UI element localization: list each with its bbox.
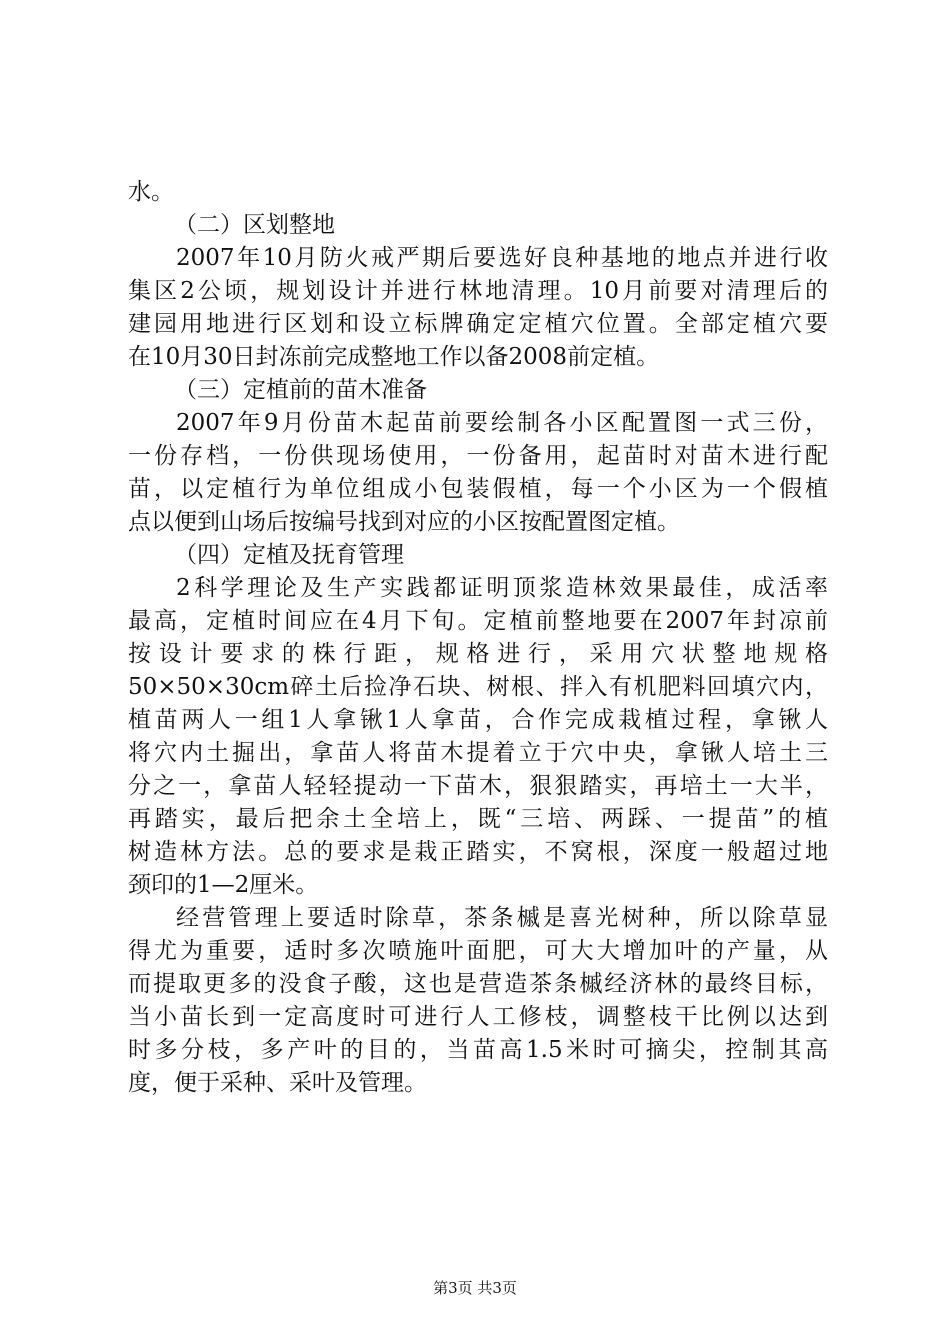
- text-line: 点以便到山场后按编号找到对应的小区按配置图定植。: [128, 509, 680, 535]
- text-line: 得尤为重要，适时多次喷施叶面肥，可大大增加叶的产量，从: [128, 938, 828, 964]
- text-line: 植苗两人一组1人拿锹1人拿苗，合作完成栽植过程，拿锹人: [128, 707, 828, 733]
- text-line: 苗，以定植行为单位组成小包装假植，每一个小区为一个假植: [128, 476, 828, 502]
- section-heading: （二）区划整地: [174, 212, 335, 238]
- text-line: 2007年9月份苗木起苗前要绘制各小区配置图一式三份，: [176, 410, 828, 436]
- text-line: 将穴内土掘出，拿苗人将苗木提着立于穴中央，拿锹人培土三: [128, 740, 828, 766]
- text-line: 最高，定植时间应在4月下旬。定植前整地要在2007年封凉前: [128, 608, 828, 634]
- text-line: 颈印的1—2厘米。: [128, 872, 319, 898]
- text-line: 当小苗长到一定高度时可进行人工修枝，调整枝干比例以达到: [128, 1004, 828, 1030]
- page-footer: 第3页 共3页: [433, 1279, 517, 1297]
- section-heading: （三）定植前的苗木准备: [174, 377, 427, 403]
- text-line: 建园用地进行区划和设立标牌确定定植穴位置。全部定植穴要: [128, 311, 828, 337]
- text-line: 2007年10月防火戒严期后要选好良种基地的地点并进行收: [176, 245, 828, 271]
- text-line: 50×50×30cm碎土后捡净石块、树根、拌入有机肥料回填穴内，: [128, 674, 828, 700]
- document-body: [128, 176, 828, 1100]
- text-line: 时多分枝，多产叶的目的，当苗高1.5米时可摘尖，控制其高: [128, 1037, 828, 1063]
- text-line: 一份存档，一份供现场使用，一份备用，起苗时对苗木进行配: [128, 443, 828, 469]
- text-line: 按设计要求的株行距，规格进行，采用穴状整地规格: [128, 641, 828, 667]
- text-line: 分之一，拿苗人轻轻提动一下苗木，狠狠踏实，再培土一大半，: [128, 773, 828, 799]
- section-heading: （四）定植及抚育管理: [174, 542, 404, 568]
- text-line: 水。: [128, 179, 174, 205]
- text-line: 度，便于采种、采叶及管理。: [128, 1070, 427, 1096]
- text-line: 再踏实，最后把余土全培上，既“三培、两踩、一提苗”的植: [128, 806, 828, 832]
- text-line: 树造林方法。总的要求是栽正踏实，不窝根，深度一般超过地: [128, 839, 828, 865]
- text-line: 经营管理上要适时除草，茶条槭是喜光树种，所以除草显: [176, 905, 828, 931]
- text-line: 而提取更多的没食子酸，这也是营造茶条槭经济林的最终目标，: [128, 971, 828, 997]
- text-line: 2科学理论及生产实践都证明顶浆造林效果最佳，成活率: [176, 575, 828, 601]
- text-line: 在10月30日封冻前完成整地工作以备2008前定植。: [128, 344, 660, 370]
- text-line: 集区2公顷，规划设计并进行林地清理。10月前要对清理后的: [128, 278, 828, 304]
